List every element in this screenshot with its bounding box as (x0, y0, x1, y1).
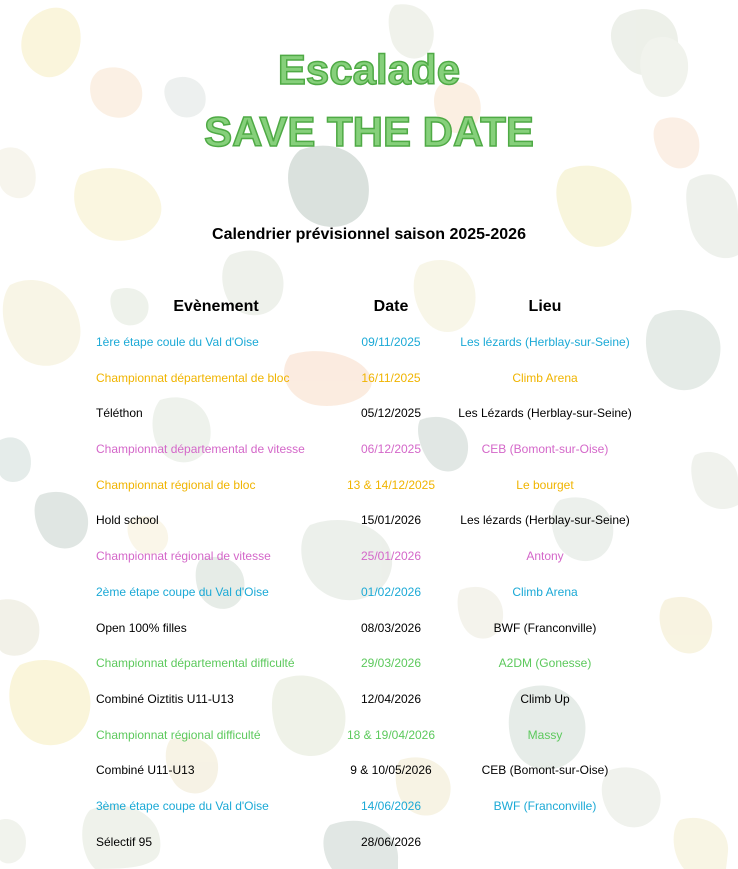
table-row (0, 468, 738, 504)
place-cell: Massy (527, 727, 563, 742)
event-cell: Téléthon (96, 406, 143, 421)
column-header-date: Date (373, 298, 409, 315)
place-cell: Climb Up (520, 691, 570, 706)
event-cell: Hold school (96, 513, 159, 528)
table-row (0, 361, 738, 397)
date-cell: 06/12/2025 (360, 442, 422, 457)
place-cell: A2DM (Gonesse) (498, 656, 592, 671)
table-row (0, 718, 738, 754)
place-cell: Antony (526, 549, 564, 564)
table-row (0, 503, 738, 539)
place-cell: BWF (Franconville) (493, 798, 597, 813)
event-cell: 3ème étape coupe du Val d'Oise (96, 798, 269, 813)
date-cell: 28/06/2026 (360, 834, 422, 849)
date-cell: 05/12/2025 (360, 406, 422, 421)
table-row (0, 432, 738, 468)
place-cell: Le bourget (516, 477, 574, 492)
headline: SAVE THE DATE (204, 108, 534, 155)
table-row (0, 825, 738, 861)
date-cell: 12/04/2026 (360, 691, 422, 706)
event-cell: Sélectif 95 (96, 834, 153, 849)
place-cell: Climb Arena (512, 370, 578, 385)
place-cell: Climb Arena (512, 584, 578, 599)
event-cell: Open 100% filles (96, 620, 187, 635)
place-cell: CEB (Bomont-sur-Oise) (481, 763, 609, 778)
event-cell: Championnat régional de vitesse (96, 549, 271, 564)
event-cell: Combiné U11-U13 (96, 763, 195, 778)
table-row (0, 539, 738, 575)
event-cell: Championnat départemental de vitesse (96, 442, 305, 457)
date-cell: 15/01/2026 (360, 513, 422, 528)
date-cell: 01/02/2026 (360, 584, 422, 599)
page-title: Escalade (277, 46, 461, 93)
date-cell: 13 & 14/12/2025 (346, 477, 436, 492)
table-row (0, 396, 738, 432)
column-header-event: Evènement (173, 298, 259, 315)
place-cell: Les Lézards (Herblay-sur-Seine) (458, 406, 632, 421)
table-row (0, 575, 738, 611)
event-cell: 2ème étape coupe du Val d'Oise (96, 584, 269, 599)
column-header-place: Lieu (528, 298, 562, 315)
table-row (0, 646, 738, 682)
date-cell: 25/01/2026 (360, 549, 422, 564)
event-cell: Championnat régional difficulté (96, 727, 261, 742)
event-table (0, 325, 738, 860)
event-cell: Championnat départemental de bloc (96, 370, 290, 385)
table-row (0, 325, 738, 361)
calendar-subtitle: Calendrier prévisionnel saison 2025-2026 (212, 226, 526, 243)
date-cell: 09/11/2025 (361, 335, 421, 349)
place-cell: BWF (Franconville) (493, 620, 597, 635)
table-row (0, 789, 738, 825)
place-cell: Les lézards (Herblay-sur-Seine) (460, 513, 630, 528)
date-cell: 9 & 10/05/2026 (350, 763, 432, 778)
date-cell: 18 & 19/04/2026 (346, 727, 436, 742)
date-cell: 08/03/2026 (360, 620, 422, 635)
place-cell: CEB (Bomont-sur-Oise) (481, 442, 609, 457)
table-row (0, 753, 738, 789)
date-cell: 29/03/2026 (360, 656, 422, 671)
event-cell: Combiné Oiztitis U11-U13 (96, 691, 234, 706)
table-row (0, 682, 738, 718)
date-cell: 16/11/2025 (361, 370, 421, 385)
date-cell: 14/06/2026 (360, 798, 422, 813)
event-cell: Championnat départemental difficulté (96, 656, 295, 671)
table-row (0, 611, 738, 647)
event-cell: Championnat régional de bloc (96, 477, 256, 492)
place-cell: Les lézards (Herblay-sur-Seine) (460, 335, 630, 349)
event-cell: 1ère étape coule du Val d'Oise (96, 335, 259, 349)
